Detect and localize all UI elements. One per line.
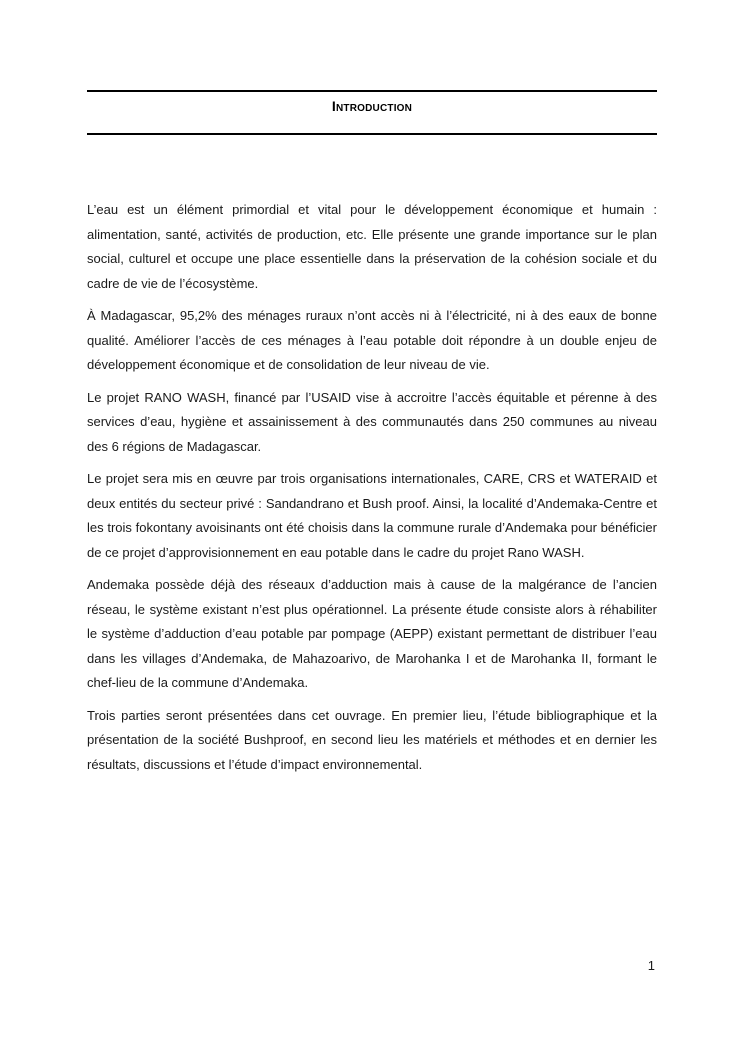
paragraph: Trois parties seront présentées dans cet ouvrage. En premier lieu, l’étude bibliographique et la présentation de la société Bushproof, en second lieu les matériels et méthodes et en dernier les résultats, discussions et l’étude d’impact environnemental. <box>87 707 657 772</box>
body-text <box>87 198 657 785</box>
paragraph: L’eau est un élément primordial et vital pour le développement économique et humain : alimentation, santé, activités de production, etc. Elle présente une grande importance sur le plan social, culturel et occupe une place essentielle dans la préservation de la cohésion sociale et du cadre de vie de l’écosystème. <box>87 202 657 291</box>
paragraph: Andemaka possède déjà des réseaux d’adduction mais à cause de la malgérance de l’ancien réseau, le système existant n’est plus opérationnel. La présente étude consiste alors à réhabiliter le système d’adduction d’eau potable par pompage (AEPP) existant permettant de distribuer l’eau dans les villages d’Andemaka, de Mahazoarivo, de Marohanka I et de Marohanka II, formant le chef-lieu de la commune d’Andemaka. <box>87 577 657 690</box>
paragraph: Le projet RANO WASH, financé par l’USAID vise à accroitre l’accès équitable et pérenne à des services d’eau, hygiène et assainissement à des communautés dans 250 communes au niveau des 6 régions de Madagascar. <box>87 389 657 454</box>
paragraph: À Madagascar, 95,2% des ménages ruraux n’ont accès ni à l’électricité, ni à des eaux de bonne qualité. Améliorer l’accès de ces ménages à l’eau potable doit répondre à un double enjeu de développement économique et de consolidation de leur niveau de vie. <box>87 308 657 372</box>
heading-bottom-rule <box>87 133 657 135</box>
paragraph: Le projet sera mis en œuvre par trois organisations internationales, CARE, CRS et WATERAID et deux entités du secteur privé : Sandandrano et Bush proof. Ainsi, la localité d’Andemaka-Centre et les trois fokontany avoisinants ont été choisis dans la commune rurale d’Andemaka pour bénéficier de ce projet d’approvisionnement en eau potable dans le cadre du projet Rano WASH. <box>87 471 657 560</box>
heading-top-rule <box>87 90 657 92</box>
page-number: 1 <box>647 958 655 973</box>
section-heading: Introduction <box>331 98 413 114</box>
